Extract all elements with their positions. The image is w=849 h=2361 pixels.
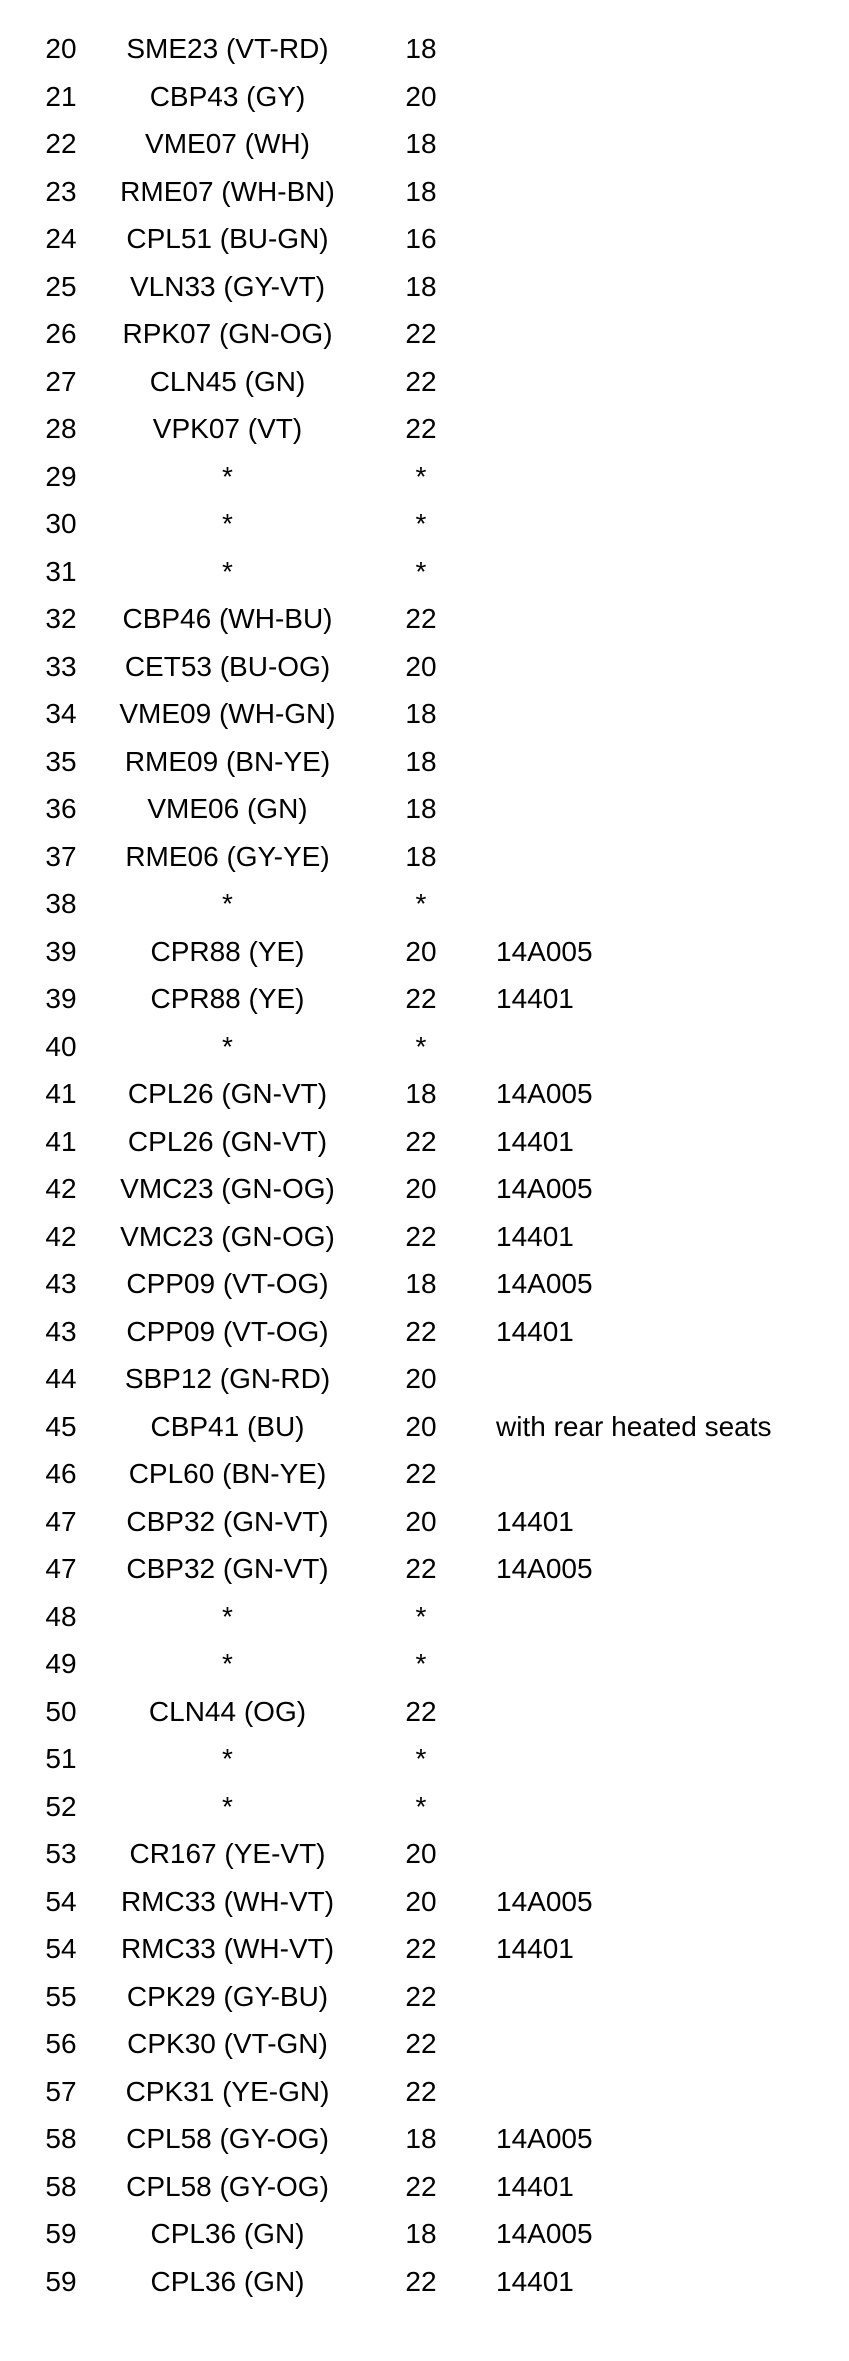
pin-number: 39 [45,935,77,967]
wire-gauge: 18 [405,2218,437,2249]
row-note: 14401 [496,1220,574,1252]
pin-number: 58 [45,2123,77,2154]
wire-gauge: 22 [405,2028,437,2059]
pin-number: 24 [45,223,77,254]
table-row [0,1927,849,1975]
circuit-label: CPP09 (VT-OG) [126,1315,329,1347]
circuit-label: CPK29 (GY-BU) [126,1980,329,2012]
wire-gauge: 22 [405,1933,437,1964]
circuit-label: CBP43 (GY) [149,80,306,112]
pin-number: 37 [45,840,77,872]
table-row [0,1500,849,1548]
table-row [0,1595,849,1643]
row-note: 14A005 [496,2218,593,2249]
row-note: 14401 [496,1125,574,1157]
pin-number: 34 [45,698,77,729]
circuit-label: * [222,1743,233,1774]
table-row [0,217,849,265]
wire-gauge: 20 [405,1173,437,1204]
wire-gauge: 18 [405,793,437,824]
circuit-label: VMC23 (GN-OG) [120,1173,335,1204]
pin-number: 44 [45,1363,77,1394]
circuit-label: CPR88 (YE) [150,983,305,1014]
table-row [0,2260,849,2308]
circuit-label: SBP12 (GN-RD) [124,1363,331,1394]
circuit-label: CPK31 (YE-GN) [125,2075,330,2107]
row-note: with rear heated seats [496,1410,772,1442]
pin-number: 54 [45,1885,77,1917]
table-row [0,1357,849,1405]
wire-gauge: * [415,1743,427,1774]
pin-number: 28 [45,413,77,444]
table-row [0,1120,849,1168]
row-note: 14401 [496,983,574,1014]
circuit-label: * [222,555,233,587]
pin-number: 22 [45,128,77,159]
wire-gauge: 22 [405,2075,437,2107]
pin-number: 32 [45,603,77,634]
table-row [0,1025,849,1073]
row-note: 14401 [496,1315,574,1347]
pin-number: 21 [45,80,77,112]
wire-gauge: 20 [405,1838,437,1869]
row-note: 14401 [496,2170,574,2202]
circuit-label: CET53 (BU-OG) [124,650,331,682]
pin-number: 48 [45,1600,77,1632]
pin-number: 53 [45,1838,77,1869]
table-row [0,787,849,835]
circuit-label: * [222,1648,233,1679]
wire-gauge: 18 [405,1268,437,1299]
table-row [0,455,849,503]
table-row [0,312,849,360]
table-row [0,360,849,408]
wire-gauge: 20 [405,1885,437,1917]
table-row [0,740,849,788]
pin-number: 56 [45,2028,77,2059]
table-row [0,1072,849,1120]
wire-gauge: 22 [405,1553,437,1584]
circuit-label: * [222,888,233,919]
wire-gauge: 22 [405,1458,437,1489]
circuit-label: * [222,1030,233,1062]
table-row [0,835,849,883]
circuit-label: RMC33 (WH-VT) [120,1885,335,1917]
wire-gauge: 20 [405,80,437,112]
table-row [0,645,849,693]
wire-gauge: 22 [405,1695,437,1727]
pin-number: 46 [45,1458,77,1489]
pin-number: 49 [45,1648,77,1679]
circuit-label: CPR88 (YE) [150,935,305,967]
pin-number: 41 [45,1125,77,1157]
table-row [0,1405,849,1453]
pin-number: 25 [45,270,77,302]
pin-number: 39 [45,983,77,1014]
circuit-label: CLN45 (GN) [149,365,306,397]
pin-number: 30 [45,508,77,539]
circuit-label: CPL58 (GY-OG) [126,2170,329,2202]
circuit-label: * [222,508,233,539]
table-row [0,2117,849,2165]
pin-number: 31 [45,555,77,587]
wire-gauge: 22 [405,603,437,634]
table-row [0,2022,849,2070]
connector-pinout-table [0,27,849,2307]
wire-gauge: 18 [405,33,437,64]
pin-number: 57 [45,2075,77,2107]
pin-number: 59 [45,2265,77,2297]
table-row [0,1785,849,1833]
circuit-label: CPL26 (GN-VT) [127,1078,328,1109]
pin-number: 54 [45,1933,77,1964]
table-row [0,170,849,218]
table-row [0,407,849,455]
row-note: 14401 [496,1505,574,1537]
wire-gauge: * [415,508,427,539]
pin-number: 35 [45,745,77,777]
pin-number: 51 [45,1743,77,1774]
table-row [0,692,849,740]
pin-number: 43 [45,1268,77,1299]
circuit-label: CPP09 (VT-OG) [126,1268,329,1299]
circuit-label: RPK07 (GN-OG) [122,318,333,349]
circuit-label: CPK30 (VT-GN) [127,2028,328,2059]
circuit-label: CBP46 (WH-BU) [122,603,333,634]
table-row [0,1690,849,1738]
table-row [0,1452,849,1500]
wire-gauge: 22 [405,413,437,444]
wire-gauge: 20 [405,935,437,967]
pin-number: 40 [45,1030,77,1062]
table-row [0,977,849,1025]
circuit-label: CPL36 (GN) [150,2218,305,2249]
table-row [0,1832,849,1880]
wire-gauge: * [415,460,427,492]
pin-number: 59 [45,2218,77,2249]
table-row [0,1975,849,2023]
table-row [0,1310,849,1358]
circuit-label: SME23 (VT-RD) [126,33,329,64]
circuit-label: CPL58 (GY-OG) [126,2123,329,2154]
pin-number: 58 [45,2170,77,2202]
circuit-label: VPK07 (VT) [152,413,303,444]
pin-number: 52 [45,1790,77,1822]
circuit-label: CPL26 (GN-VT) [127,1125,328,1157]
pin-number: 47 [45,1505,77,1537]
wire-gauge: 22 [405,2265,437,2297]
pin-number: 29 [45,460,77,492]
circuit-label: VME06 (GN) [147,793,308,824]
wire-gauge: 22 [405,318,437,349]
circuit-label: RME09 (BN-YE) [124,745,331,777]
wire-gauge: 22 [405,1315,437,1347]
table-row [0,1167,849,1215]
wire-gauge: * [415,1648,427,1679]
wire-gauge: * [415,1600,427,1632]
pin-number: 43 [45,1315,77,1347]
circuit-label: CPL60 (BN-YE) [128,1458,327,1489]
circuit-label: RME06 (GY-YE) [125,840,330,872]
wire-gauge: 22 [405,983,437,1014]
wire-gauge: * [415,555,427,587]
row-note: 14A005 [496,1173,593,1204]
wire-gauge: 22 [405,2170,437,2202]
row-note: 14401 [496,1933,574,1964]
circuit-label: CBP41 (BU) [150,1410,305,1442]
wire-gauge: 18 [405,175,437,207]
pin-number: 42 [45,1173,77,1204]
wire-gauge: 18 [405,2123,437,2154]
circuit-label: VMC23 (GN-OG) [120,1220,335,1252]
circuit-label: RME07 (WH-BN) [120,175,335,207]
pin-number: 20 [45,33,77,64]
wire-gauge: 20 [405,1410,437,1442]
circuit-label: CBP32 (GN-VT) [126,1505,329,1537]
wire-gauge: 18 [405,698,437,729]
wire-gauge: 18 [405,840,437,872]
pin-number: 42 [45,1220,77,1252]
row-note: 14A005 [496,1553,593,1584]
wire-gauge: 18 [405,1078,437,1109]
circuit-label: * [222,1600,233,1632]
table-row [0,882,849,930]
table-row [0,1547,849,1595]
row-note: 14401 [496,2265,574,2297]
pin-number: 26 [45,318,77,349]
wire-gauge: 18 [405,270,437,302]
table-row [0,2070,849,2118]
wire-gauge: * [415,1790,427,1822]
circuit-label: VME07 (WH) [145,128,310,159]
circuit-label: CLN44 (OG) [148,1695,307,1727]
wire-gauge: 18 [405,128,437,159]
table-row [0,2212,849,2260]
pin-number: 55 [45,1980,77,2012]
row-note: 14A005 [496,935,593,967]
row-note: 14A005 [496,1885,593,1917]
wire-gauge: * [415,1030,427,1062]
circuit-label: CR167 (YE-VT) [129,1838,326,1869]
table-row [0,122,849,170]
table-row [0,265,849,313]
circuit-label: RMC33 (WH-VT) [120,1933,335,1964]
table-row [0,930,849,978]
wire-gauge: 22 [405,365,437,397]
pin-number: 27 [45,365,77,397]
pin-number: 38 [45,888,77,919]
row-note: 14A005 [496,1078,593,1109]
pin-number: 23 [45,175,77,207]
table-row [0,27,849,75]
table-row [0,502,849,550]
table-row [0,75,849,123]
wire-gauge: 22 [405,1125,437,1157]
row-note: 14A005 [496,1268,593,1299]
wire-gauge: 22 [405,1980,437,2012]
wire-gauge: 18 [405,745,437,777]
table-row [0,1880,849,1928]
wire-gauge: 22 [405,1220,437,1252]
circuit-label: VLN33 (GY-VT) [129,270,326,302]
circuit-label: VME09 (WH-GN) [119,698,336,729]
circuit-label: CPL36 (GN) [150,2265,305,2297]
circuit-label: * [222,460,233,492]
wire-gauge: 20 [405,650,437,682]
table-row [0,597,849,645]
table-row [0,1642,849,1690]
table-row [0,1737,849,1785]
table-row [0,1215,849,1263]
row-note: 14A005 [496,2123,593,2154]
wire-gauge: 16 [405,223,437,254]
pin-number: 41 [45,1078,77,1109]
wire-gauge: 20 [405,1505,437,1537]
circuit-label: * [222,1790,233,1822]
pin-number: 33 [45,650,77,682]
circuit-label: CPL51 (BU-GN) [126,223,329,254]
pin-number: 45 [45,1410,77,1442]
wire-gauge: * [415,888,427,919]
pin-number: 36 [45,793,77,824]
table-row [0,550,849,598]
pin-number: 47 [45,1553,77,1584]
table-row [0,2165,849,2213]
wire-gauge: 20 [405,1363,437,1394]
table-row [0,1262,849,1310]
pin-number: 50 [45,1695,77,1727]
circuit-label: CBP32 (GN-VT) [126,1553,329,1584]
